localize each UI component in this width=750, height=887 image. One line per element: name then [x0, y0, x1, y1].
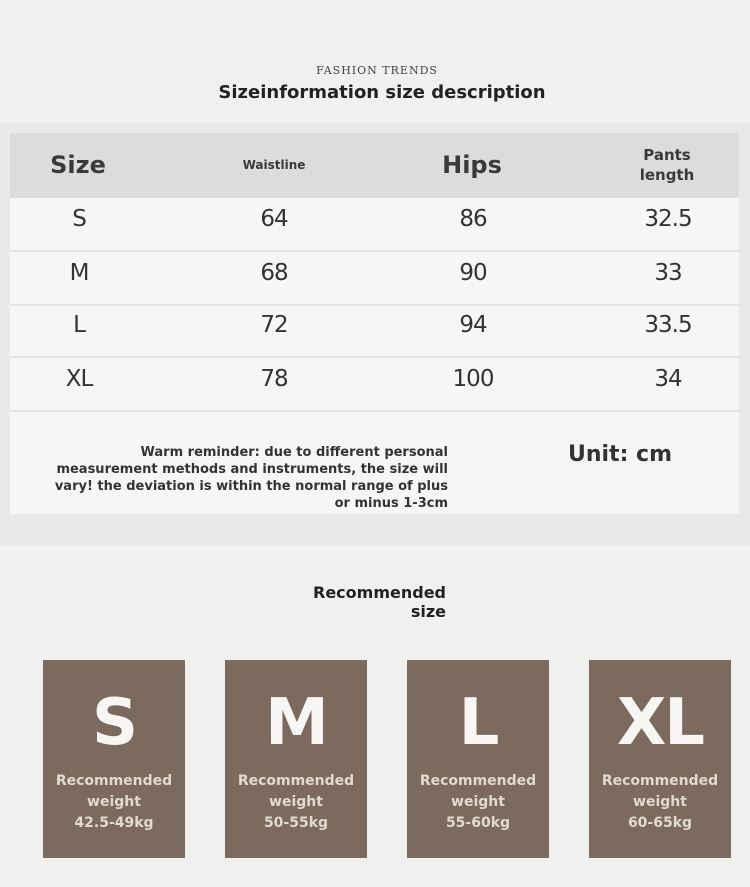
cell-pants-length: 34 — [654, 366, 682, 392]
card-weight: 50-55kg — [263, 815, 329, 831]
recommended-size-title: Recommended size — [313, 583, 446, 621]
card-weight: 55-60kg — [445, 815, 511, 831]
size-card-l — [407, 660, 549, 858]
cell-hips: 94 — [459, 312, 487, 338]
size-table — [10, 133, 739, 514]
cell-pants-length: 33.5 — [644, 312, 692, 338]
unit-label: Unit: cm — [567, 442, 672, 467]
card-weight: 60-65kg — [627, 815, 693, 831]
table-row — [10, 304, 739, 358]
page-title: Sizeinformation size description — [218, 82, 546, 103]
card-size-letter: L — [458, 686, 498, 760]
table-row — [10, 358, 739, 412]
cell-hips: 100 — [452, 366, 494, 392]
card-recommendation — [43, 771, 185, 834]
brand-label: FASHION TRENDS — [316, 64, 438, 77]
size-card-xl — [589, 660, 731, 858]
cell-pants-length: 33 — [654, 260, 682, 286]
cell-size: S — [72, 206, 86, 232]
card-size-letter: S — [91, 686, 137, 760]
card-label: Recommended weight — [237, 773, 355, 810]
cell-pants-length: 32.5 — [644, 206, 692, 232]
cell-size: M — [69, 260, 89, 286]
cell-size: XL — [65, 366, 93, 392]
header-waistline: Waistline — [242, 158, 306, 172]
cell-hips: 90 — [459, 260, 487, 286]
header-size: Size — [50, 151, 106, 179]
table-row — [10, 252, 739, 306]
measurement-note: Warm reminder: due to different personal measurement methods and instruments, the size will vary! the deviation is within the normal range of plus or minus 1-3cm — [54, 445, 448, 511]
card-recommendation — [407, 771, 549, 834]
cell-waistline: 64 — [260, 206, 288, 232]
card-size-letter: M — [265, 686, 327, 760]
cell-waistline: 68 — [260, 260, 288, 286]
cell-hips: 86 — [459, 206, 487, 232]
card-label: Recommended weight — [419, 773, 537, 810]
cell-size: L — [73, 312, 85, 338]
card-size-letter: XL — [616, 686, 704, 760]
card-label: Recommended weight — [55, 773, 173, 810]
cell-waistline: 78 — [260, 366, 288, 392]
card-weight: 42.5-49kg — [74, 815, 154, 831]
header-hips: Hips — [442, 151, 502, 179]
table-row — [10, 198, 739, 252]
cell-waistline: 72 — [260, 312, 288, 338]
card-recommendation — [225, 771, 367, 834]
header-pants-length: Pants length — [639, 146, 695, 184]
table-header — [10, 133, 739, 198]
card-recommendation — [589, 771, 731, 834]
size-card-s — [43, 660, 185, 858]
size-card-m — [225, 660, 367, 858]
card-label: Recommended weight — [601, 773, 719, 810]
